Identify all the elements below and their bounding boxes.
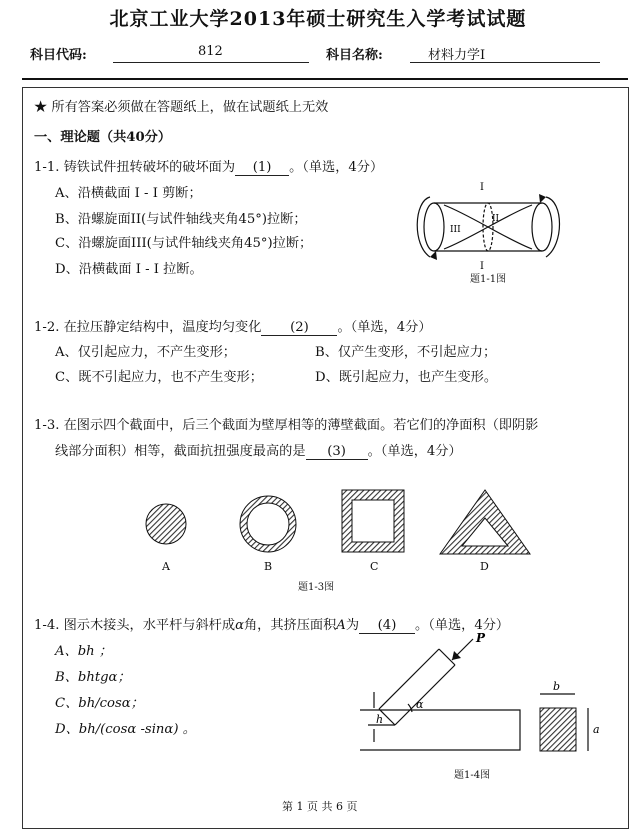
q2-option-c: C、既不引起应力，也不产生变形； [55, 370, 263, 385]
q4-option-c: C、bh/cosα； [55, 696, 144, 711]
q4-option-b: B、bhtgα； [55, 670, 131, 685]
cylinder-left-end [424, 203, 444, 251]
label-ii: II [492, 214, 500, 224]
q1-caption: 题1-1图 [470, 274, 507, 285]
header-rule [22, 78, 628, 80]
q3-caption: 题1-3图 [298, 582, 335, 593]
section-b-ring-inner [247, 503, 289, 545]
q1-option-a: A、沿横截面 I - I 剪断； [55, 186, 202, 201]
q1-option-b: B、沿螺旋面II(与试件轴线夹角45°)拉断； [55, 212, 307, 227]
q2-option-b: B、仅产生变形，不引起应力； [315, 345, 497, 360]
q2-stem-b: 。（单选，4分） [337, 320, 432, 335]
notice: ★ 所有答案必须做在答题纸上，做在试题纸上无效 [34, 100, 329, 115]
q1-stem-a: 1-1. 铸铁试件扭转破坏的破坏面为 [34, 160, 236, 175]
cylinder-right-end [532, 203, 552, 251]
q3-line2-a: 线部分面积）相等，截面抗扭强度最高的是 [55, 444, 306, 459]
inclined-bar-upper-edge [379, 649, 439, 709]
label-i-bottom: I [480, 261, 484, 272]
inclined-bar-lower-edge [395, 665, 455, 725]
q3-line2-b: 。（单选，4分） [367, 444, 462, 459]
label-i-top: I [480, 182, 484, 193]
q2-option-a: A、仅引起应力，不产生变形； [55, 345, 236, 360]
q2-blank: (2) [261, 320, 337, 336]
section-a-solid-circle [146, 504, 186, 544]
subject-code-label: 科目代码: [30, 48, 87, 63]
horizontal-bar [360, 710, 520, 750]
label-iii: III [450, 225, 461, 235]
subject-name-value: 材料力学I [428, 48, 486, 63]
q3-line2 [55, 440, 462, 460]
q1-blank: (1) [235, 160, 289, 176]
q3-line1: 1-3. 在图示四个截面中，后三个截面为壁厚相等的薄壁截面。若它们的净面积（即阴影 [34, 418, 539, 433]
torque-arrowhead-left [430, 251, 437, 260]
q2-stem [34, 316, 432, 336]
q3-figure [130, 480, 550, 570]
q1-stem-b: 。（单选，4分） [289, 160, 384, 175]
q4-stem-d: 。（单选，4分） [415, 618, 510, 633]
label-b: b [553, 680, 561, 693]
q1-figure [400, 175, 580, 285]
q4-option-a: A、bh ； [55, 644, 113, 659]
q4-blank: (4) [359, 618, 415, 634]
torque-arrowhead-right [539, 194, 546, 203]
q4-stem-b: 角，其挤压面积 [243, 618, 337, 633]
bearing-area-section [540, 708, 576, 751]
q2-stem-a: 1-2. 在拉压静定结构中，温度均匀变化 [34, 320, 262, 335]
section-c-square-inner [352, 500, 394, 542]
q3-label-c: C [370, 560, 379, 573]
q4-stem-c: 为 [345, 618, 359, 633]
page-number: 第 1 页 共 6 页 [282, 800, 358, 813]
q4-alpha: α [235, 618, 244, 633]
torque-arrow-right [546, 197, 560, 257]
label-a: a [593, 723, 600, 736]
q3-blank: (3) [306, 444, 368, 460]
q3-label-d: D [480, 560, 489, 573]
q3-label-a: A [162, 560, 170, 573]
q4-caption: 题1-4图 [454, 770, 491, 781]
subject-name-label: 科目名称: [326, 48, 383, 63]
q1-option-c: C、沿螺旋面III(与试件轴线夹角45°)拉断； [55, 236, 313, 251]
q1-stem [34, 156, 383, 176]
subject-code-value: 812 [198, 44, 223, 59]
q4-figure [350, 630, 620, 760]
q1-option-d: D、沿横截面 I - I 拉断。 [55, 262, 203, 277]
q4-stem-a: 1-4. 图示木接头，水平杆与斜杆成 [34, 618, 236, 633]
q4-option-d: D、bh/(cosα -sinα) 。 [55, 722, 196, 737]
label-alpha: α [416, 698, 424, 711]
q3-label-b: B [264, 560, 273, 573]
label-h: h [376, 713, 384, 726]
q4-var-a: A [336, 618, 346, 633]
exam-title: 北京工业大学2013年硕士研究生入学考试试题 [109, 8, 527, 30]
inclined-bar-end [439, 649, 455, 665]
section-heading: 一、理论题（共40分） [34, 130, 172, 145]
label-p: P [476, 631, 486, 645]
code-underline [113, 62, 309, 63]
q2-option-d: D、既引起应力，也产生变形。 [315, 370, 498, 385]
